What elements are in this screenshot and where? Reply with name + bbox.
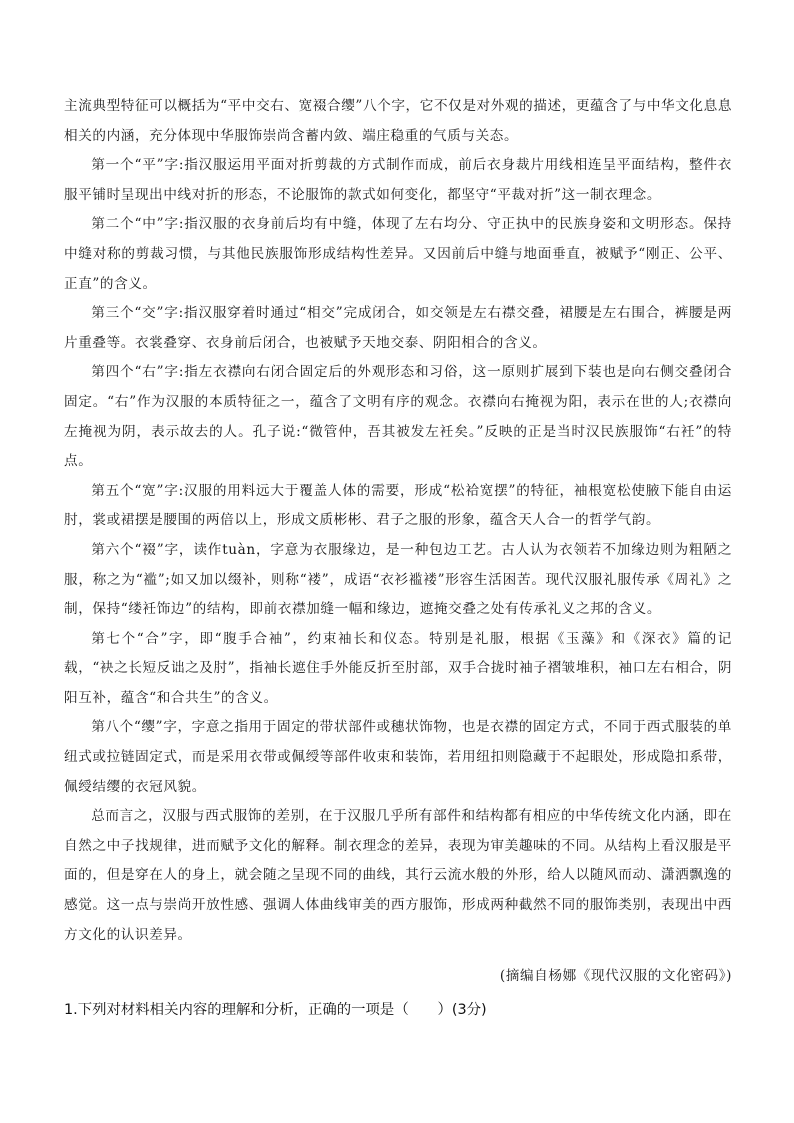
passage-paragraph-he: 第七个“合”字，即“腹手合袖”，约束袖长和仪态。特别是礼服，根据《玉藻》和《深衣》篇的记载，“袂之长短反诎之及肘”，指袖长遮住手外能反折至肘部，双手合拢时袖子褶皱堆积，袖口左右相合，阴阳互补，蕴含“和合共生”的含义。	[64, 630, 733, 706]
passage-paragraph-ying: 第八个“缨”字，字意之指用于固定的带状部件或穗状饰物，也是衣襟的固定方式，不同于西式服装的单纽式或拉链固定式，而是采用衣带或佩绶等部件收束和装饰，若用纽扣则隐藏于不起眼处，形成隐扣系带，佩绶结缨的衣冠风貌。	[64, 719, 732, 795]
passage-paragraph-kuan: 第五个“宽”字:汉服的用料远大于覆盖人体的需要，形成“松袷宽摆”的特征，袖根宽松使腋下能自由运肘，裳或裙摆是腰围的两倍以上，形成文质彬彬、君子之服的形象，蕴含天人合一的哲学气韵。	[64, 482, 732, 529]
passage-source: (摘编自杨娜《现代汉服的文化密码》)	[499, 968, 732, 984]
passage-paragraph-ping: 第一个“平”字:指汉服运用平面对折剪裁的方式制作而成，前后衣身裁片用线相连呈平面结构，整件衣服平铺时呈现出中线对折的形态，不论服饰的款式如何变化，都坚守“平裁对折”这一制衣理念。	[64, 157, 732, 203]
passage-paragraph-tuan: 第六个“裰”字，读作tuàn，字意为衣服缘边，是一种包边工艺。古人认为衣领若不加缘边则为粗陋之服，称之为“褴”;如又加以缀补，则称“褛”，成语“衣衫褴褛”形容生活困苦。现代汉服礼服传承《周礼》之制，保持“缕衽饰边”的结构，即前衣襟加缝一幅和缘边，遮掩交叠之处有传承礼义之邦的含义。	[64, 541, 732, 618]
question-1: 1.下列对材料相关内容的理解和分析，正确的一项是（ ）(3分)	[64, 1002, 487, 1018]
passage-paragraph-jiao: 第三个“交”字:指汉服穿着时通过“相交”完成闭合，如交领是左右襟交叠，裙腰是左右围合，裤腰是两片重叠等。衣裳叠穿、衣身前后闭合，也被赋予天地交泰、阴阳相合的含义。	[64, 305, 732, 351]
passage-paragraph-zhong: 第二个“中”字:指汉服的衣身前后均有中缝，体现了左右均分、守正执中的民族身姿和文明形态。保持中缝对称的剪裁习惯，与其他民族服饰形成结构性差异。又因前后中缝与地面垂直，被赋予“刚正、公平、正直”的含义。	[64, 216, 732, 292]
passage-paragraph-summary: 总而言之，汉服与西式服饰的差别，在于汉服几乎所有部件和结构都有相应的中华传统文化内涵，即在自然之中子找规律，进而赋予文化的解释。制衣理念的差异，表现为审美趣味的不同。从结构上看汉服是平面的，但是穿在人的身上，就会随之呈现不同的曲线，其行云流水般的外形，给人以随风而动、潇洒飘逸的感觉。这一点与崇尚开放性感、强调人体曲线审美的西方服饰，形成两种截然不同的服饰类别，表现出中西方文化的认识差异。	[64, 808, 732, 943]
passage-body	[64, 92, 732, 950]
passage-paragraph-you: 第四个“右”字:指左衣襟向右闭合固定后的外观形态和习俗，这一原则扩展到下装也是向右侧交叠闭合固定。“右”作为汉服的本质特征之一，蕴含了文明有序的观念。衣襟向右掩视为阳，表示在世的人;衣襟向左掩视为阴，表示故去的人。孔子说:“微管仲，吾其被发左衽矣。”反映的正是当时汉民族服饰“右衽”的特点。	[64, 364, 732, 470]
passage-paragraph-continued: 主流典型特征可以概括为“平中交右、宽裰合缨”八个字，它不仅是对外观的描述，更蕴含了与中华文化息息相关的内涵，充分体现中华服饰崇尚含蓄内敛、端庄稳重的气质与关态。	[64, 98, 733, 144]
